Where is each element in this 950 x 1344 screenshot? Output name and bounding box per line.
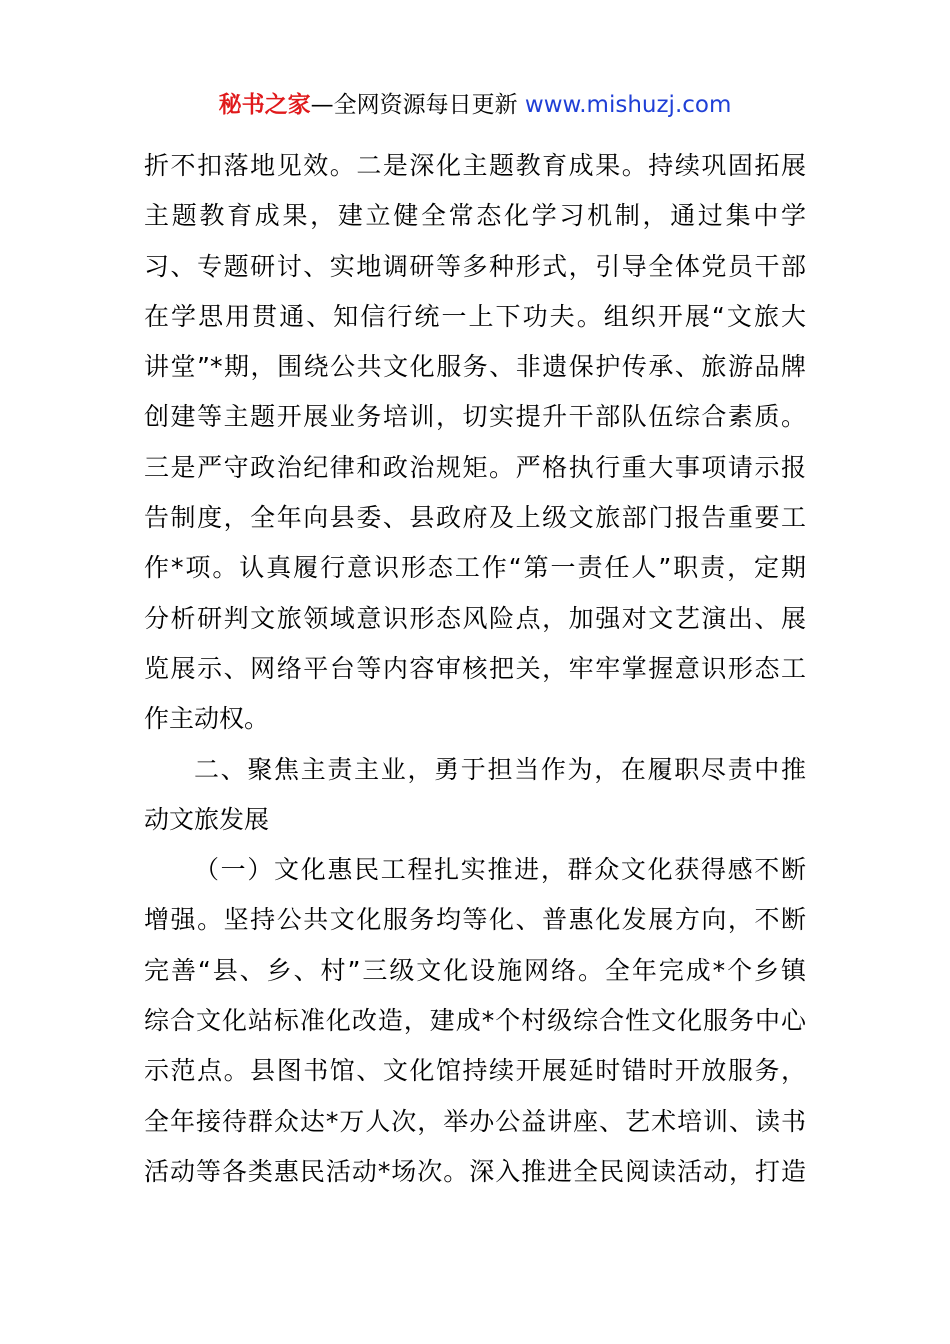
page-header: [0, 89, 950, 121]
body-line: 增强。坚持公共文化服务均等化、普惠化发展方向，不断: [144, 905, 806, 935]
body-line: 告制度，全年向县委、县政府及上级文旅部门报告重要工: [144, 503, 806, 533]
body-line: 讲堂”*期，围绕公共文化服务、非遗保护传承、旅游品牌: [144, 352, 806, 382]
body-line: 全年接待群众达*万人次，举办公益讲座、艺术培训、读书: [144, 1106, 806, 1136]
body-line: 折不扣落地见效。二是深化主题教育成果。持续巩固拓展: [144, 151, 806, 180]
body-line: 习、专题研讨、实地调研等多种形式，引导全体党员干部: [144, 251, 806, 281]
body-line: 活动等各类惠民活动*场次。深入推进全民阅读活动，打造: [144, 1156, 806, 1186]
body-line: 分析研判文旅领域意识形态风险点，加强对文艺演出、展: [144, 603, 806, 633]
body-line: 创建等主题开展业务培训，切实提升干部队伍综合素质。: [144, 402, 806, 432]
body-line: 在学思用贯通、知信行统一上下功夫。组织开展“文旅大: [144, 301, 806, 331]
body-line: 示范点。县图书馆、文化馆持续开展延时错时开放服务，: [144, 1056, 806, 1086]
body-line: 主题教育成果，建立健全常态化学习机制，通过集中学: [144, 201, 806, 231]
body-line: 综合文化站标准化改造，建成*个村级综合性文化服务中心: [144, 1006, 806, 1036]
body-line: 览展示、网络平台等内容审核把关，牢牢掌握意识形态工: [144, 653, 806, 683]
body-line: 完善“县、乡、村”三级文化设施网络。全年完成*个乡镇: [144, 955, 806, 985]
section-heading-line: 动文旅发展: [144, 804, 270, 834]
site-url-link[interactable]: www.mishuzj.com: [524, 92, 732, 118]
body-line: 作主动权。: [144, 704, 270, 734]
body-line: 作*项。认真履行意识形态工作“第一责任人”职责，定期: [144, 553, 806, 583]
document-body: [144, 141, 806, 1197]
site-brand: 秘书之家: [218, 92, 311, 118]
header-tagline: 全网资源每日更新: [333, 92, 525, 118]
header-separator: —: [310, 92, 334, 118]
subsection-heading-line: （一）文化惠民工程扎实推进，群众文化获得感不断: [194, 855, 806, 885]
section-heading-line: 二、聚焦主责主业，勇于担当作为，在履职尽责中推: [194, 754, 806, 784]
body-line: 三是严守政治纪律和政治规矩。严格执行重大事项请示报: [144, 452, 806, 482]
